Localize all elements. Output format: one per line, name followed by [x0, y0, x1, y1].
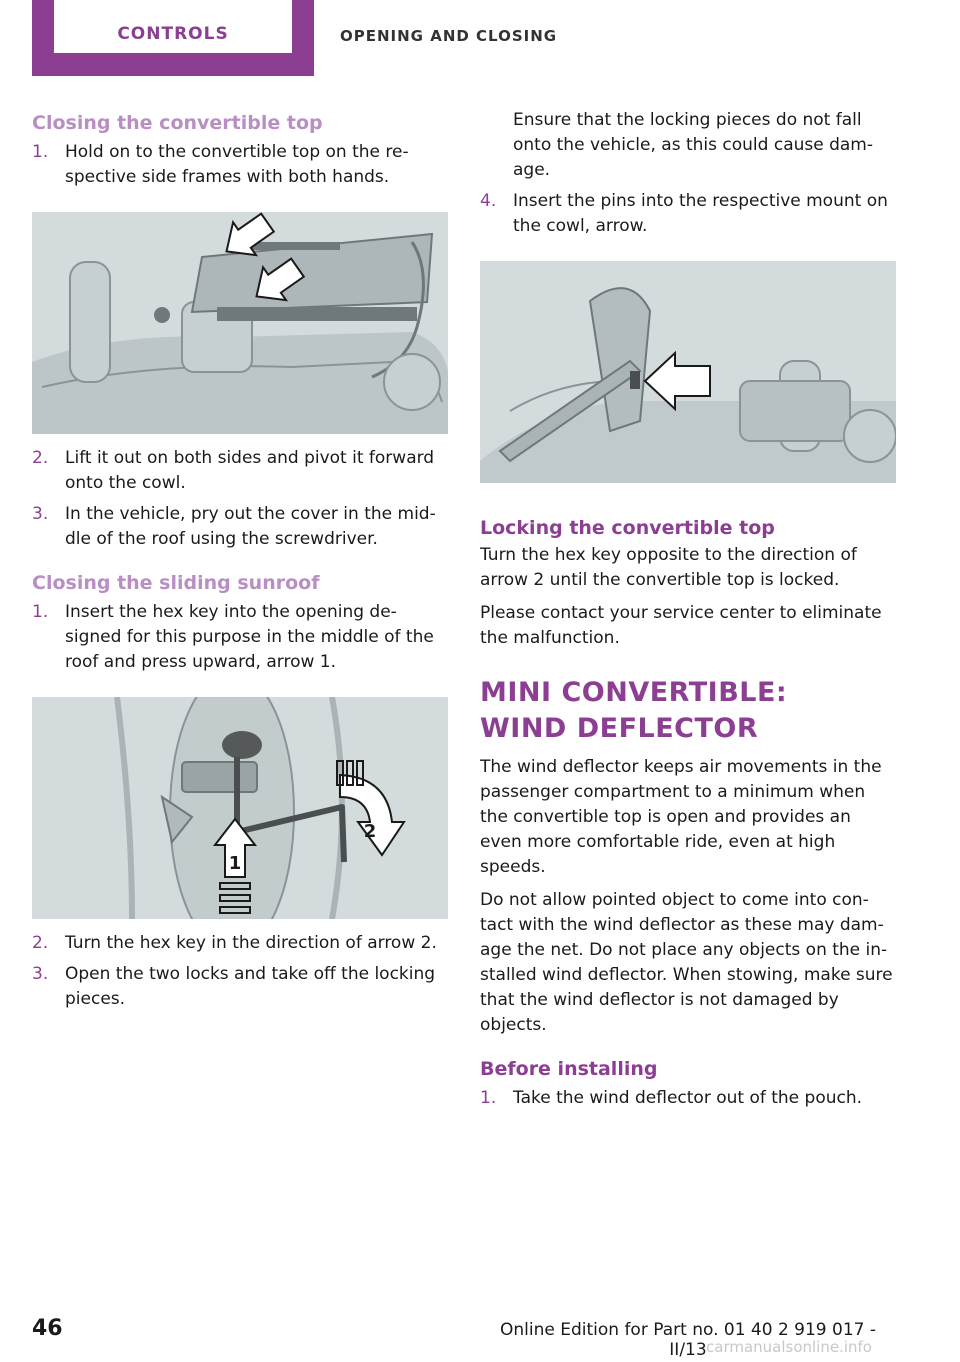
step-text: Turn the hex key in the direction of arrow 2.	[65, 933, 437, 953]
page-number: 46	[32, 1316, 63, 1341]
step-number: 3.	[32, 964, 49, 984]
step-text: Hold on to the convertible top on the re‐spective side frames with both hands.	[65, 142, 409, 187]
wind-paragraph-2: Do not allow pointed object to come into con‐tact with the wind deflector as these may dam‐age the net. Do not place any objects on the in‐stalled wind deflector. When stowing, make sure that the wind deflector is not damaged by objects.	[480, 890, 893, 1035]
figure-hex-key	[32, 697, 448, 919]
cowl-mount-illustration	[480, 261, 896, 483]
chapter-tab	[32, 0, 314, 76]
heading-sliding-sunroof: Closing the sliding sunroof	[32, 572, 320, 594]
step-number: 3.	[32, 504, 49, 524]
step-item	[32, 600, 448, 675]
step-text: Take the wind deflector out of the pouch.	[513, 1088, 863, 1108]
step-text: Lift it out on both sides and pivot it forward onto the cowl.	[65, 448, 435, 493]
step-item	[32, 446, 448, 496]
step-item	[32, 502, 448, 552]
step-item	[32, 931, 448, 956]
left-column	[32, 108, 448, 1012]
right-column	[480, 108, 896, 1111]
watermark-text: carmanualsonline.info	[706, 1338, 872, 1356]
section-tab-label: OPENING AND CLOSING	[340, 27, 558, 45]
step-item	[480, 1086, 896, 1111]
step-item	[480, 189, 896, 239]
figure-convertible-top	[32, 212, 448, 434]
heading-before-installing: Before installing	[480, 1058, 658, 1080]
arrow-label-1: 1	[228, 853, 242, 874]
arrow-label-2: 2	[363, 821, 377, 842]
step-item	[32, 962, 448, 1012]
hex-key-illustration	[32, 697, 448, 919]
chapter-tab-label: CONTROLS	[117, 24, 229, 44]
car-convertible-top-illustration	[32, 212, 448, 434]
step-number: 2.	[32, 448, 49, 468]
step-number: 1.	[480, 1088, 497, 1108]
step-number: 1.	[32, 142, 49, 162]
step-number: 2.	[32, 933, 49, 953]
step-number: 4.	[480, 191, 497, 211]
step-text: Open the two locks and take off the locking pieces.	[65, 964, 436, 1009]
step-text: In the vehicle, pry out the cover in the mid‐dle of the roof using the screwdriver.	[65, 504, 436, 549]
heading-closing-top: Closing the convertible top	[32, 112, 323, 134]
step-number: 1.	[32, 602, 49, 622]
continued-step-text: Ensure that the locking pieces do not fall onto the vehicle, as this could cause dam‐age.	[513, 110, 874, 180]
heading-locking-top: Locking the convertible top	[480, 517, 775, 539]
figure-cowl-mount	[480, 261, 896, 483]
edition-line: Online Edition for Part no. 01 40 2 919 017 - II/13	[499, 1320, 877, 1360]
locking-paragraph-1: Turn the hex key opposite to the direction of arrow 2 until the convertible top is locked.	[480, 545, 857, 590]
step-text: Insert the pins into the respective mount on the cowl, arrow.	[513, 191, 888, 236]
locking-paragraph-2: Please contact your service center to eliminate the malfunction.	[480, 603, 882, 648]
step-text: Insert the hex key into the opening de‐signed for this purpose in the middle of the roof and press upward, arrow 1.	[65, 602, 434, 672]
step-item	[32, 140, 448, 190]
wind-paragraph-1: The wind deflector keeps air movements in the passenger compartment to a minimum when the convertible top is open and provides an even more comfortable ride, even at high speeds.	[480, 757, 882, 877]
heading-wind-deflector: MINI CONVERTIBLE: WIND DEFLECTOR	[480, 677, 788, 744]
page-header	[0, 0, 960, 78]
